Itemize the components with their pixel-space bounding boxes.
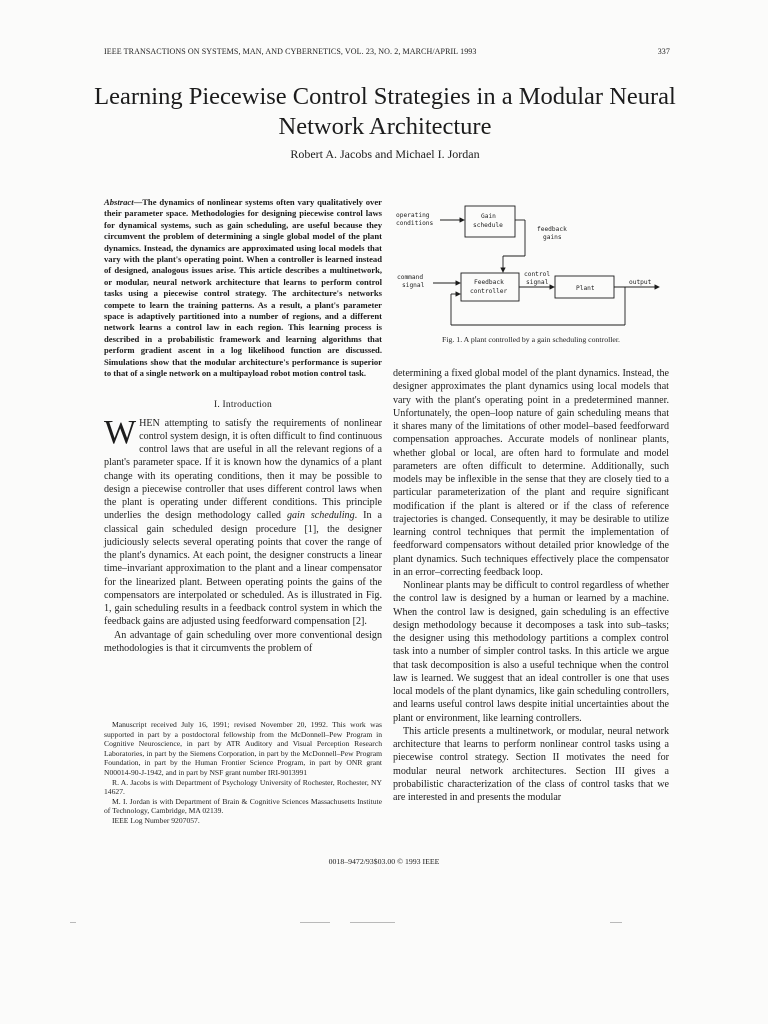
label-feedback-gains-2: gains <box>543 234 562 241</box>
footnote-log-number: IEEE Log Number 9207057. <box>112 815 200 825</box>
journal-citation: IEEE TRANSACTIONS ON SYSTEMS, MAN, AND CYBERNETICS, VOL. 23, NO. 2, MARCH/APRIL 1993 <box>104 47 477 56</box>
scan-artifact <box>70 922 76 923</box>
intro-paragraph-2: An advantage of gain scheduling over more conventional design methodologies is that it circumvents the problem of <box>104 629 382 654</box>
right-paragraph-3: This article presents a multinetwork, or modular, neural network architecture that learns to perform nonlinear control tasks using a piecewise control strategy. Section II motivates the need for modular neural network architectures. Section III gives a probabilistic characterization of the class of control tasks that we are interested in and presents the modular <box>393 725 669 803</box>
first-page-footnote <box>104 720 382 826</box>
label-gain: Gain <box>481 213 496 220</box>
label-schedule: schedule <box>473 222 503 229</box>
label-control: control <box>524 271 551 278</box>
abstract <box>104 197 382 380</box>
abstract-lead: Abstract <box>104 197 134 207</box>
scan-artifact <box>350 922 395 923</box>
copyright-line: 0018–9472/93$03.00 © 1993 IEEE <box>328 857 440 866</box>
label-feedback: Feedback <box>474 279 504 286</box>
figure-1-block-diagram <box>393 198 669 348</box>
section-heading-introduction: I. Introduction <box>214 399 272 410</box>
label-plant: Plant <box>576 285 595 292</box>
label-conditions: conditions <box>396 220 434 227</box>
label-output: output <box>629 279 652 286</box>
scan-artifact <box>610 922 622 923</box>
label-command-signal: signal <box>402 282 425 289</box>
right-paragraph-2: Nonlinear plants may be difficult to control regardless of whether the control law is designed by a human or learned by a machine. When the control law is designed, gain scheduling is an effective design methodology because it decomposes a task into sub–tasks; the designer using this methodology partitions a complex control task into a number of simpler control tasks. In this article we argue that task decomposition is also a useful technique when the control law is learned. We suggest that an ideal controller is one that uses local models of the plant dynamics, like gain scheduling controllers, and learns useful control laws despite initial uncertainties about the plant or environment, like learning controllers. <box>393 580 669 724</box>
drop-cap: W <box>104 413 137 451</box>
right-column <box>393 367 669 804</box>
intro-p1-emphasis: gain scheduling <box>286 510 355 522</box>
intro-paragraph-1 <box>104 413 382 629</box>
label-control-signal: signal <box>526 279 549 286</box>
label-operating: operating <box>396 212 430 219</box>
right-paragraph-continued: determining a fixed global model of the plant dynamics. Instead, the designer approximates the plant dynamics using local models that vary with the plant's operating point in a predetermined manner. Unfortunately, the open–loop nature of gain scheduling means that it shares many of the limitations of other model–based feedforward compensation approaches. Accurate models of nonlinear plants, whether global or local, are often hard to formulate and model parameters are often difficult to determine. Additionally, such models may be inflexible in the sense that they are closely tied to a particular parameterization of the plant and require significant modification if the plant is altered or if the class of reference trajectories is changed. Consequently, it may be desirable to utilize learning control techniques that permit the implementation of feedforward compensators without detailed prior knowledge of the plant dynamics. Such techniques effectively place the compensator in an error–correcting feedback loop. <box>393 368 669 578</box>
running-head <box>104 47 670 56</box>
introduction-body <box>104 413 382 656</box>
feedback-controller-box <box>461 273 519 301</box>
footnote-jacobs: R. A. Jacobs is with Department of Psychology University of Rochester, Rochester, NY 14627. <box>104 777 382 797</box>
label-command: command <box>397 274 424 281</box>
figure-1-caption: Fig. 1. A plant controlled by a gain scheduling controller. <box>442 335 620 344</box>
label-controller: controller <box>470 288 508 295</box>
left-column <box>104 197 382 655</box>
intro-p1-text: HEN attempting to satisfy the requirements of nonlinear control system design, it is often difficult to find continuous control laws that are useful in all the relevant regions of a plant's parameter space. If it is known how the dynamics of a plant change with its operating conditions, then it may be possible to design a piecewise controller that uses different control laws when the plant is operating under different conditions. This principle underlies the design methodology called <box>104 417 382 522</box>
footnote-manuscript: Manuscript received July 16, 1991; revised November 20, 1992. This work was supported in part by a postdoctoral fellowship from the McDonnell–Pew Program in Cognitive Neuroscience, in part by ATR Auditory and Visual Perception Research Laboratories, in part by the Siemens Corporation, in part by the McDonnell–Pew Program Foundation, in part by the Human Frontier Science Program, in part by ONR grant N00014-90-J-1942, and in part by NSF grant number IRI-9013991 <box>104 720 382 777</box>
block-diagram-svg <box>393 198 669 333</box>
paper-title: Learning Piecewise Control Strategies in a Modular Neural Network Architecture <box>94 83 676 140</box>
page-number: 337 <box>657 47 670 56</box>
intro-p1-text-end: . In a classical gain scheduled design procedure [1], the designer judiciously selects several operating points that cover the range of the plant's dynamics. At each point, the designer constructs a linear time–invariant approximation to the plant and a linear compensator for the linearized plant. Between operating points the gains of the compensators are interpolated or scheduled. As is illustrated in Fig. 1, gain scheduling results in a feedback control system in which the feedback gains are adjusted using feedforward compensation [2]. <box>104 510 382 628</box>
footnote-jordan: M. I. Jordan is with Department of Brain & Cognitive Sciences Massachusetts Institute of Technology, Cambridge, MA 02139. <box>104 796 382 816</box>
paper-authors: Robert A. Jacobs and Michael I. Jordan <box>290 147 480 161</box>
scan-artifact <box>300 922 330 923</box>
label-feedback-gains-1: feedback <box>537 226 567 233</box>
abstract-text: —The dynamics of nonlinear systems often vary qualitatively over their parameter space. Methodologies for designing piecewise control laws for dynamical systems, such as gain scheduling, are useful because they circumvent the problem of determining a single global model of the plant dynamics. Instead, the dynamics are approximated using local models that vary with the plant's operating point. When a controller is learned instead of designed, analogous issues arise. This article describes a multinetwork, or modular, neural network architecture that learns to perform control tasks using a piecewise control strategy. The architecture's networks compete to learn the training patterns. As a result, a plant's parameter space is adaptively partitioned into a number of regions, and a different network learns a control law in each region. This learning process is described in a probabilistic framework and learning algorithms that perform gradient ascent in a log likelihood function are discussed. Simulations show that the modular architecture's performance is superior to that of a single network on a multipayload robot motion control task. <box>104 197 382 379</box>
